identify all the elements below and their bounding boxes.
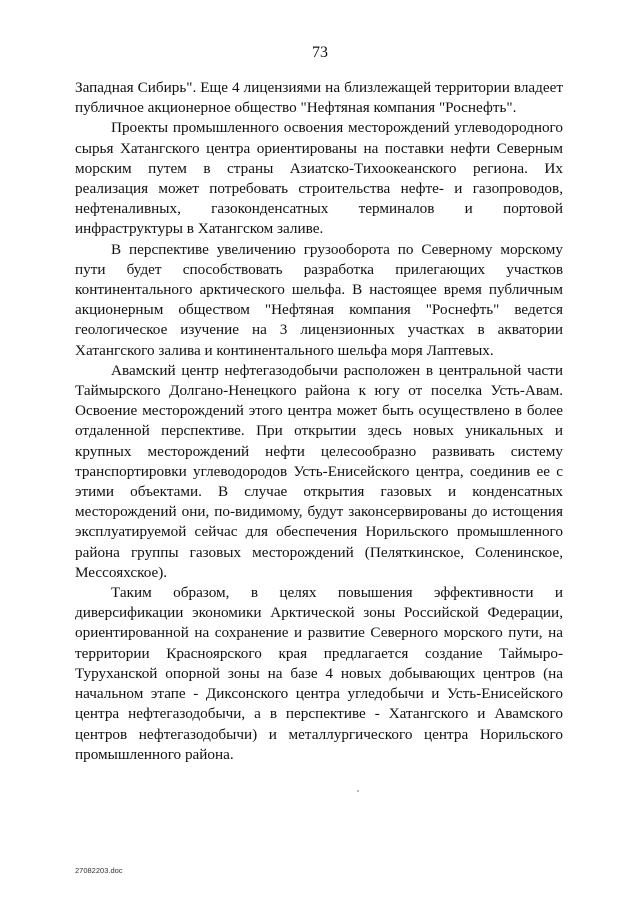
paragraph: Авамский центр нефтегазодобычи расположен в центральной части Таймырского Долгано-Ненецкого района к югу от поселка Усть-Авам. Освоение месторождений этого центра может быть осуществлено в более отдаленной перспективе. При открытии здесь новых уникальных и крупных месторождений нефти целесообразно развивать систему транспортировки углеводородов Усть-Енисейского центра, соединив ее с этими объектами. В случае открытия газовых и конденсатных месторождений они, по-видимому, будут законсервированы до истощения эксплуатируемой сейчас для обеспечения Норильского промышленного района группы газовых месторождений (Пеляткинское, Соленинское, Мессояхское). xyxy=(75,361,563,581)
paragraph: В перспективе увеличению грузооборота по Северному морскому пути будет способствовать разработка прилегающих участков континентального арктического шельфа. В настоящее время публичным акционерным обществом "Нефтяная компания "Роснефть" ведется геологическое изучение на 3 лицензионных участках в акватории Хатангского залива и континентального шельфа моря Лаптевых. xyxy=(75,240,563,359)
document-body xyxy=(75,78,563,765)
paragraph-continuation: Западная Сибирь". Еще 4 лицензиями на близлежащей территории владеет публичное акционерное общество "Нефтяная компания "Роснефть". xyxy=(75,79,563,117)
scan-artifact xyxy=(357,790,359,792)
paragraph: Таким образом, в целях повышения эффективности и диверсификации экономики Арктической зоны Российской Федерации, ориентированной на сохранение и развитие Северного морского пути, на территории Красноярского края предлагается создание Таймыро-Туруханской опорной зоны на базе 4 новых добывающих центров (на начальном этапе - Диксонского центра угледобычи и Усть-Енисейского центра нефтегазодобычи, а в перспективе - Хатангского и Авамского центров нефтегазодобычи) и металлургического центра Норильского промышленного района. xyxy=(75,584,563,763)
page-number: 73 xyxy=(312,44,328,61)
footer-filename: 27082203.doc xyxy=(75,866,123,875)
paragraph: Проекты промышленного освоения месторождений углеводородного сырья Хатангского центра ориентированы на поставки нефти Северным морским путем в страны Азиатско-Тихоокеанского региона. Их реализация может потребовать строительства нефте- и газопроводов, нефтеналивных, газоконденсатных терминалов и портовой инфраструктуры в Хатангском заливе. xyxy=(75,119,563,238)
